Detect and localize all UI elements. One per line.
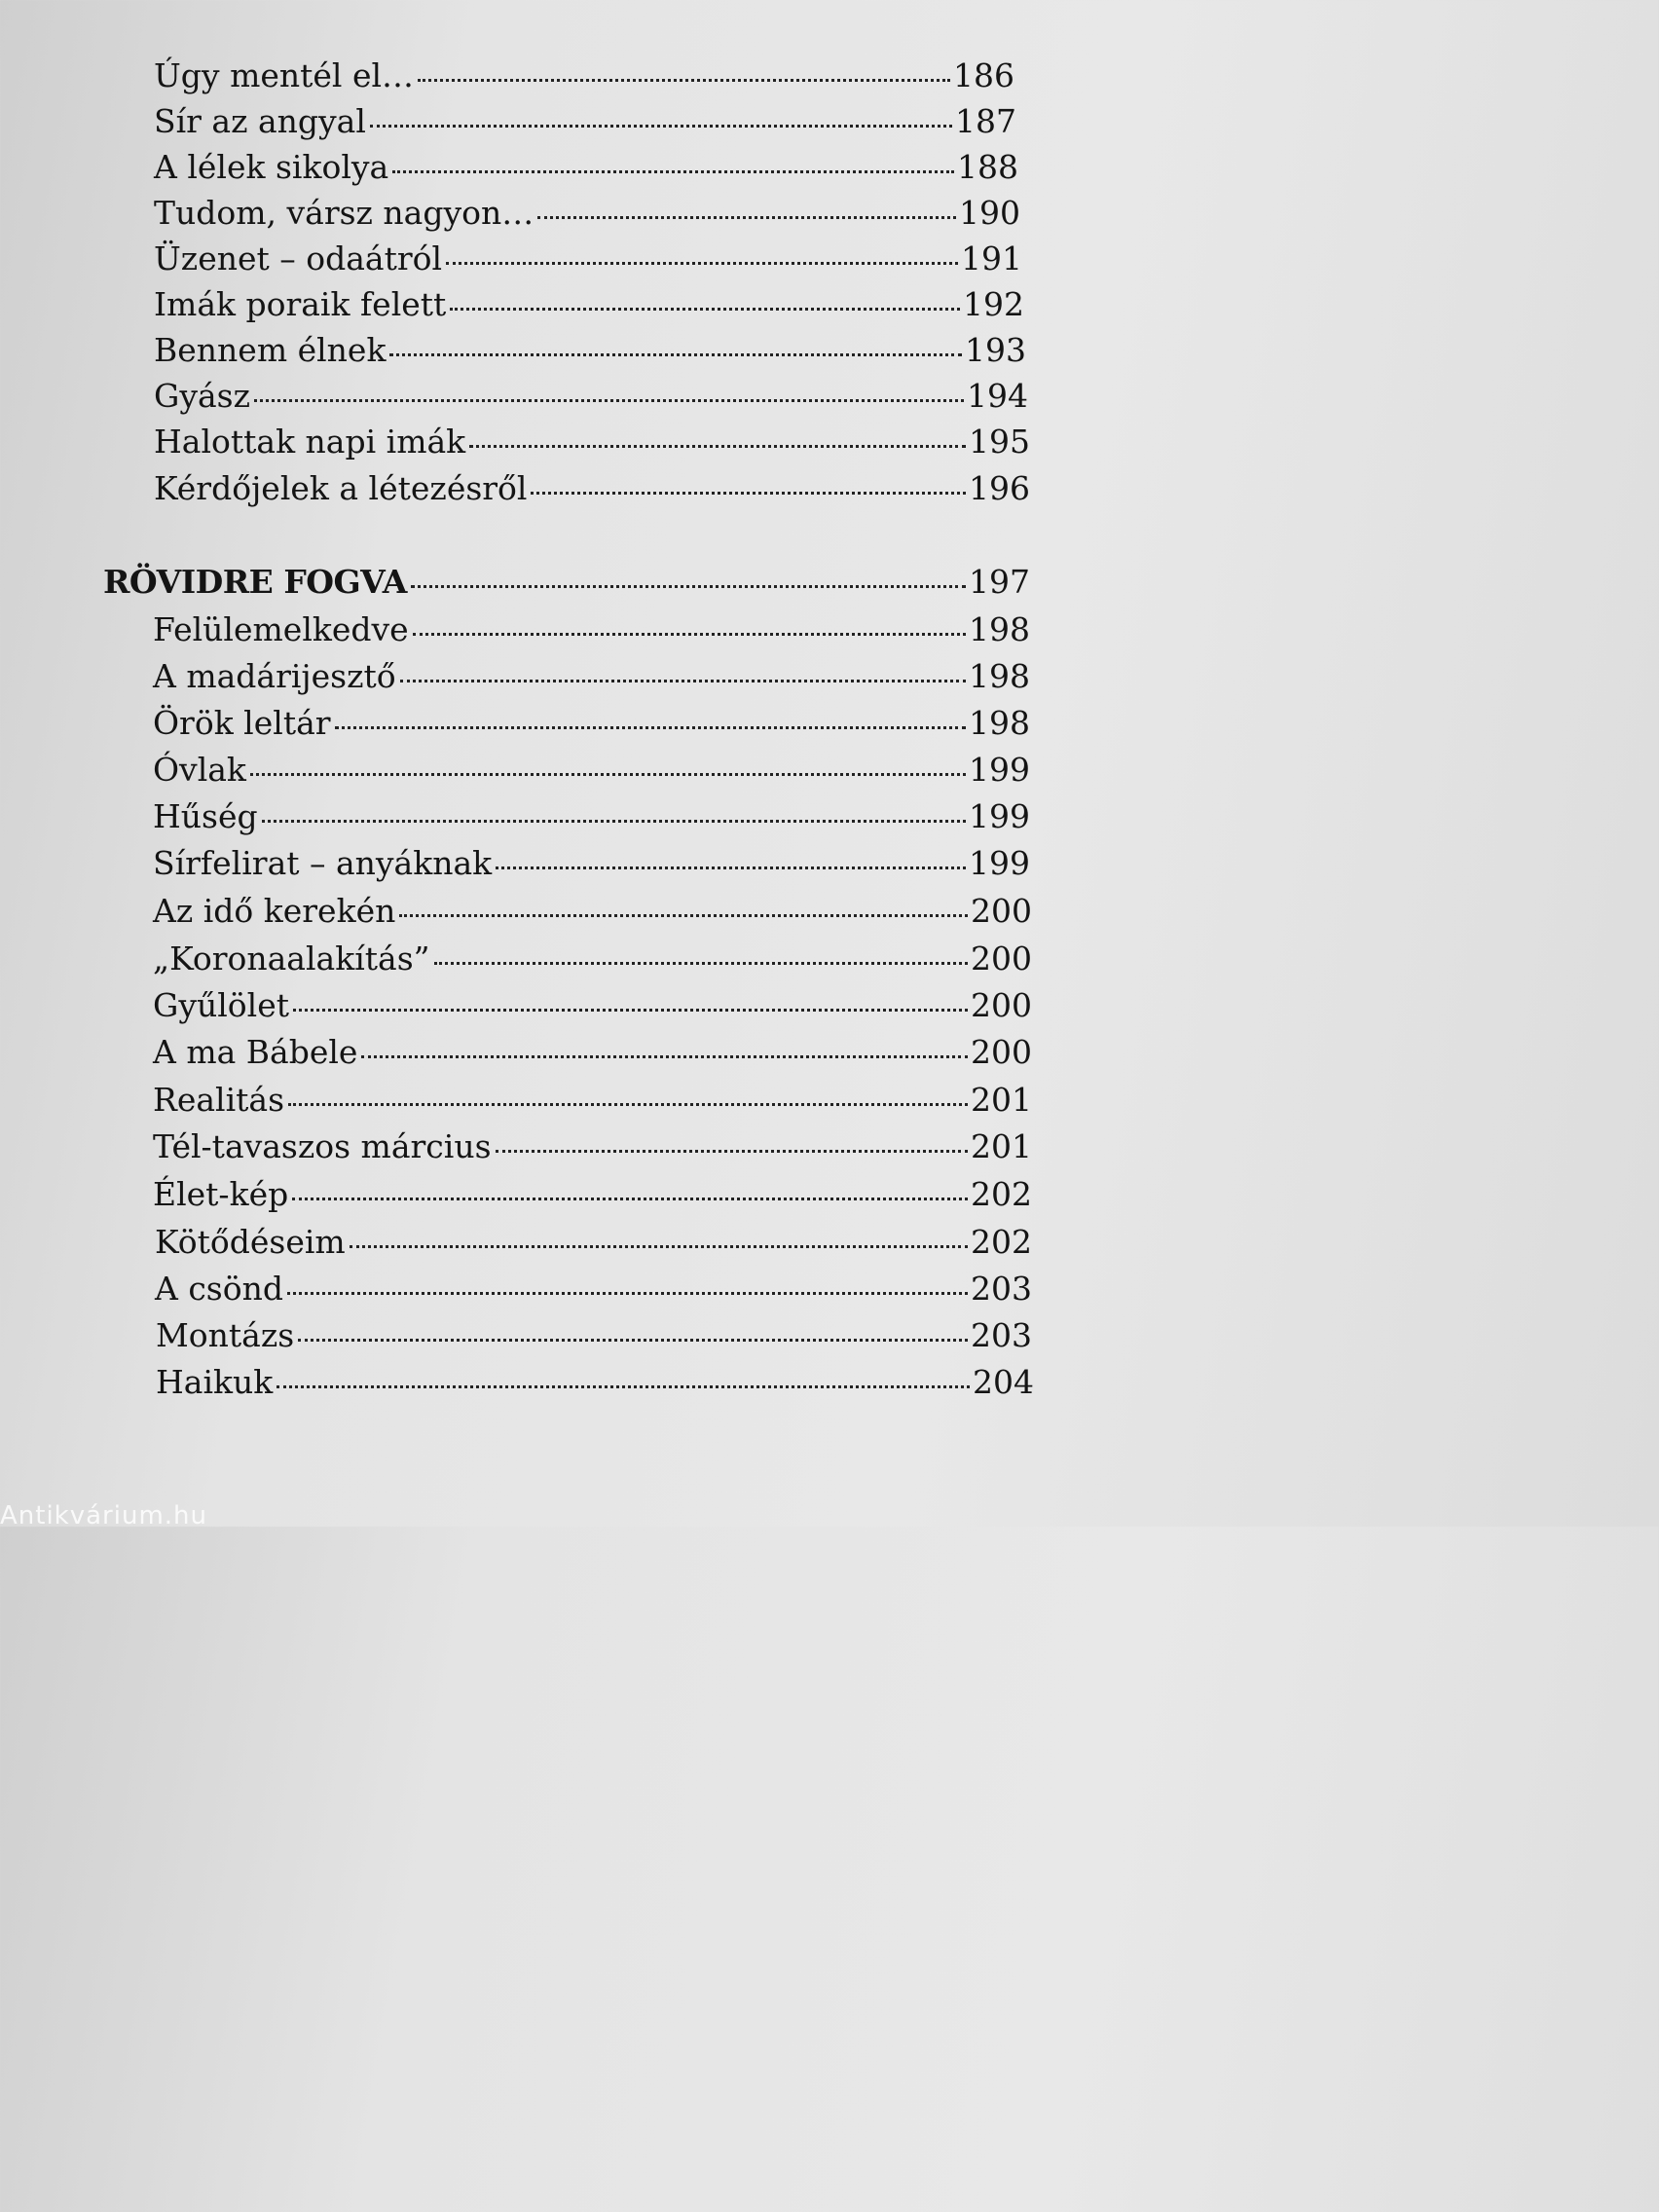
toc-entry-title: A ma Bábele — [153, 1033, 358, 1071]
toc-entry — [153, 940, 1032, 978]
toc-entry — [156, 1363, 1034, 1402]
toc-entry-page: 203 — [971, 1270, 1032, 1308]
dot-leader — [531, 492, 966, 495]
dot-leader — [276, 1385, 970, 1388]
toc-entry-page: 200 — [971, 940, 1032, 977]
toc-entry-page: 201 — [971, 1081, 1032, 1119]
toc-entry-page: 199 — [969, 751, 1030, 789]
table-of-contents — [0, 0, 1145, 1527]
dot-leader — [418, 79, 950, 82]
toc-entry — [156, 1316, 1032, 1355]
dot-leader — [399, 914, 968, 917]
toc-entry-page: 203 — [971, 1316, 1032, 1354]
toc-entry-title: Montázs — [156, 1316, 295, 1354]
toc-entry-page: 192 — [963, 285, 1024, 323]
toc-section-heading — [103, 563, 1030, 602]
dot-leader — [262, 820, 966, 823]
toc-entry — [154, 148, 1018, 187]
dot-leader — [287, 1292, 968, 1295]
dot-leader — [400, 680, 966, 682]
toc-entry-title: Gyász — [154, 377, 250, 415]
toc-entry-title: Kötődéseim — [155, 1223, 346, 1261]
toc-entry-page: 191 — [961, 240, 1022, 277]
toc-entry-page: 199 — [969, 797, 1030, 835]
watermark: Antikvárium.hu — [0, 1501, 207, 1530]
toc-entry — [154, 331, 1026, 370]
dot-leader — [370, 125, 952, 128]
toc-entry-page: 200 — [971, 892, 1032, 930]
toc-entry-title: A madárijesztő — [153, 657, 396, 695]
toc-entry — [153, 657, 1030, 696]
toc-entry-title: Sírfelirat – anyáknak — [153, 844, 493, 882]
dot-leader — [496, 1150, 968, 1153]
toc-entry-page: 196 — [969, 469, 1030, 507]
toc-entry-title: Halottak napi imák — [154, 423, 466, 461]
toc-entry — [154, 56, 1014, 95]
toc-entry — [154, 377, 1028, 416]
toc-entry-title: Tudom, vársz nagyon… — [154, 194, 535, 232]
toc-entry — [154, 423, 1030, 461]
dot-leader — [389, 353, 962, 356]
toc-entry-title: Haikuk — [156, 1363, 274, 1401]
toc-entry-page: 204 — [973, 1363, 1034, 1401]
dot-leader — [392, 170, 954, 173]
toc-entry — [155, 1223, 1032, 1262]
toc-entry-title: A lélek sikolya — [154, 148, 389, 186]
toc-entry-title: Gyűlölet — [153, 986, 290, 1024]
toc-entry — [154, 194, 1020, 233]
toc-entry — [153, 751, 1030, 790]
toc-entry-page: 198 — [969, 704, 1030, 742]
toc-entry-page: 201 — [971, 1127, 1032, 1165]
dot-leader — [537, 216, 956, 219]
toc-entry-page: 188 — [957, 148, 1018, 186]
dot-leader — [288, 1103, 968, 1106]
toc-entry — [155, 1270, 1032, 1309]
dot-leader — [254, 399, 964, 402]
toc-entry-page: 187 — [955, 102, 1016, 140]
toc-entry-title: Sír az angyal — [154, 102, 366, 140]
toc-entry-page: 190 — [959, 194, 1020, 232]
toc-entry-title: Üzenet – odaátról — [154, 240, 443, 277]
toc-entry — [154, 285, 1024, 324]
dot-leader — [335, 726, 966, 729]
toc-entry-page: 202 — [971, 1175, 1032, 1213]
toc-entry-title: „Koronaalakítás” — [153, 940, 430, 977]
toc-entry-page: 202 — [971, 1223, 1032, 1261]
toc-section-title: RÖVIDRE FOGVA — [103, 563, 407, 601]
toc-entry-title: Úgy mentél el… — [154, 56, 415, 94]
toc-entry-page: 198 — [969, 657, 1030, 695]
toc-entry — [153, 704, 1030, 743]
dot-leader — [361, 1055, 968, 1058]
toc-entry — [153, 844, 1030, 883]
toc-entry — [154, 240, 1022, 278]
toc-entry — [153, 986, 1032, 1025]
toc-entry-page: 193 — [965, 331, 1026, 369]
toc-entry-page: 194 — [967, 377, 1028, 415]
dot-leader — [292, 1198, 968, 1200]
dot-leader — [446, 262, 958, 265]
dot-leader — [250, 773, 966, 776]
toc-entry — [153, 1081, 1032, 1120]
toc-entry — [154, 469, 1030, 508]
dot-leader — [434, 962, 969, 965]
toc-entry — [153, 1175, 1032, 1214]
toc-entry-title: A csönd — [155, 1270, 283, 1308]
toc-entry — [153, 610, 1030, 649]
toc-entry — [153, 1033, 1032, 1072]
dot-leader — [411, 585, 966, 588]
toc-entry-page: 197 — [969, 563, 1030, 601]
toc-entry-title: Tél-tavaszos március — [153, 1127, 492, 1165]
toc-entry-title: Örök leltár — [153, 704, 331, 742]
toc-entry-page: 198 — [969, 610, 1030, 648]
dot-leader — [293, 1009, 968, 1012]
dot-leader — [350, 1245, 968, 1248]
toc-entry-title: Óvlak — [153, 751, 246, 789]
toc-entry — [153, 892, 1032, 931]
toc-entry-page: 195 — [969, 423, 1030, 461]
dot-leader — [450, 308, 960, 311]
dot-leader — [469, 445, 966, 448]
toc-entry-title: Felülemelkedve — [153, 610, 409, 648]
toc-entry-title: Élet-kép — [153, 1175, 289, 1213]
toc-entry-title: Az idő kerekén — [153, 892, 396, 930]
dot-leader — [496, 866, 966, 869]
toc-entry-page: 199 — [969, 844, 1030, 882]
toc-entry-title: Bennem élnek — [154, 331, 387, 369]
toc-entry-title: Kérdőjelek a létezésről — [154, 469, 528, 507]
toc-entry — [153, 1127, 1032, 1166]
toc-entry-title: Hűség — [153, 797, 258, 835]
dot-leader — [298, 1339, 968, 1342]
toc-entry-page: 200 — [971, 1033, 1032, 1071]
toc-entry-title: Imák poraik felett — [154, 285, 447, 323]
toc-entry-title: Realitás — [153, 1081, 285, 1119]
dot-leader — [413, 633, 966, 636]
toc-entry-page: 186 — [953, 56, 1014, 94]
toc-entry — [154, 102, 1016, 141]
toc-entry — [153, 797, 1030, 836]
toc-entry-page: 200 — [971, 986, 1032, 1024]
